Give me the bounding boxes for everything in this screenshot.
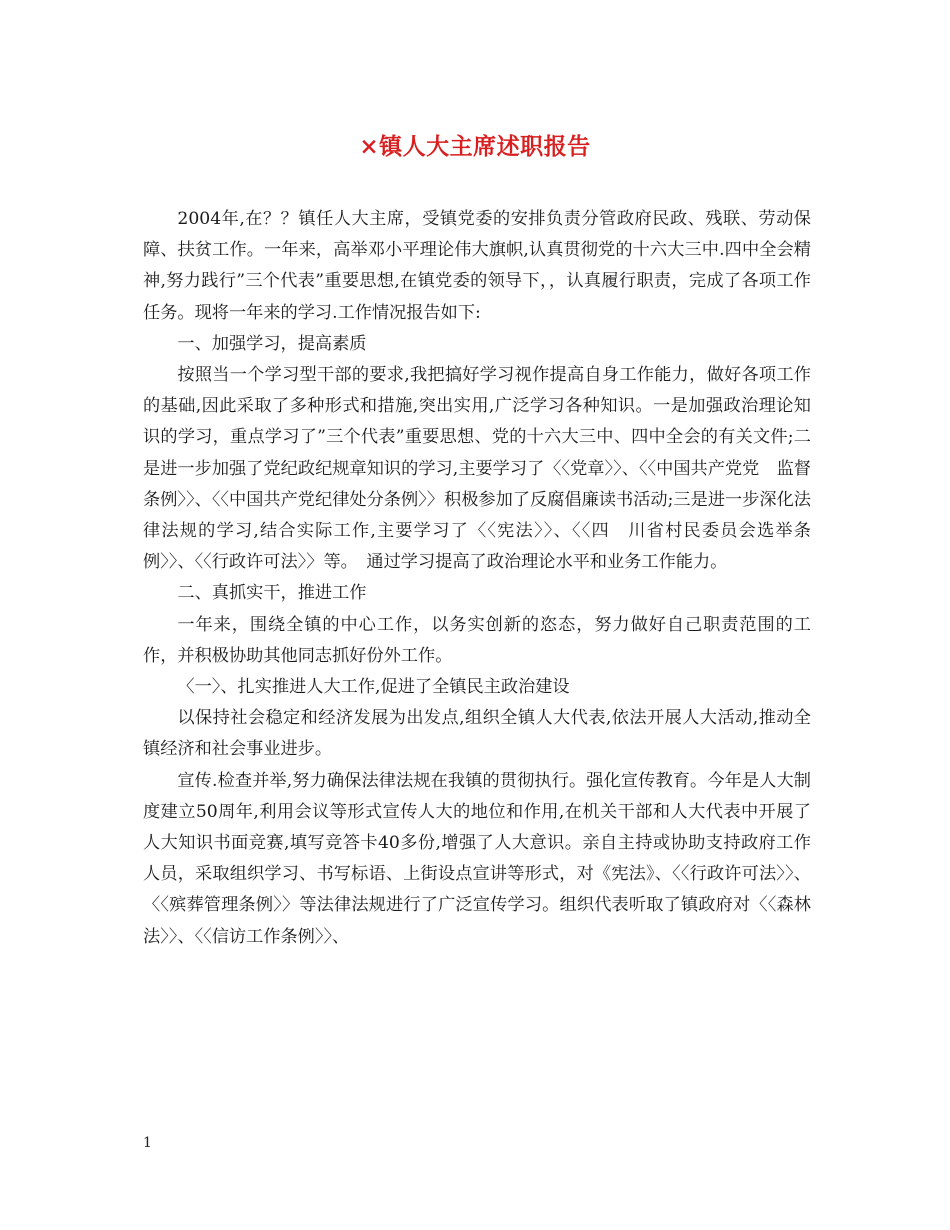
paragraph-publicity: 宣传.检查并举,努力确保法律法规在我镇的贯彻执行。强化宣传教育。今年是人大制度建立50周年,利用会议等形式宣传人大的地位和作用,在机关干部和人大代表中开展了人大知识书面竞赛,填写竞答卡40多份,增强了人大意识。亲自主持或协助支持政府工作人员，采取组织学习、书写标语、上街设点宣讲等形式，对《宪法》、〈〈行政许可法〉〉、〈〈殡葬管理条例〉〉等法律法规进行了广泛宣传学习。组织代表听取了镇政府对〈〈森林法〉〉、〈〈信访工作条例〉〉、: [143, 770, 811, 947]
page-number: 1: [143, 1135, 152, 1151]
paragraph-study: 按照当一个学习型干部的要求,我把搞好学习视作提高自身工作能力，做好各项工作的基础,因此采取了多种形式和措施,突出实用,广泛学习各种知识。一是加强政治理论知识的学习，重点学习了”三个代表”重要思想、党的十六大三中、四中全会的有关文件;二是进一步加强了党纪政纪规章知识的学习,主要学习了〈〈党章〉〉、〈〈中国共产党党 监督条例〉〉、〈〈中国共产党纪律处分条例〉〉积极参加了反腐倡廉读书活动;三是进一步深化法律法规的学习,结合实际工作,主要学习了〈〈宪法〉〉、〈〈四 川省村民委员会选举条例〉〉、〈〈行政许可法〉〉等。 通过学习提高了政治理论水平和业务工作能力。: [143, 365, 811, 573]
paragraph-npc: 以保持社会稳定和经济发展为出发点,组织全镇人大代表,依法开展人大活动,推动全镇经济和社会事业进步。: [143, 708, 811, 760]
paragraph-intro: 2004年,在？？镇任人大主席，受镇党委的安排负责分管政府民政、残联、劳动保障、扶贫工作。一年来，高举邓小平理论伟大旗帜,认真贯彻党的十六大三中.四中全会精神,努力践行”三个代表”重要思想,在镇党委的领导下，，认真履行职责，完成了各项工作任务。现将一年来的学习.工作情况报告如下:: [143, 209, 811, 323]
document-title: ×镇人大主席述职报告: [359, 133, 591, 160]
section-heading-study: 一、加强学习，提高素质: [177, 333, 367, 354]
section-heading-work: 二、真抓实干，推进工作: [177, 583, 367, 604]
subsection-heading-npc: 〈一〉、扎实推进人大工作,促进了全镇民主政治建设: [177, 677, 570, 698]
paragraph-work: 一年来，围绕全镇的中心工作，以务实创新的恣态，努力做好自己职责范围的工作，并积极协助其他同志抓好份外工作。: [143, 614, 811, 666]
document-body: [143, 204, 811, 953]
